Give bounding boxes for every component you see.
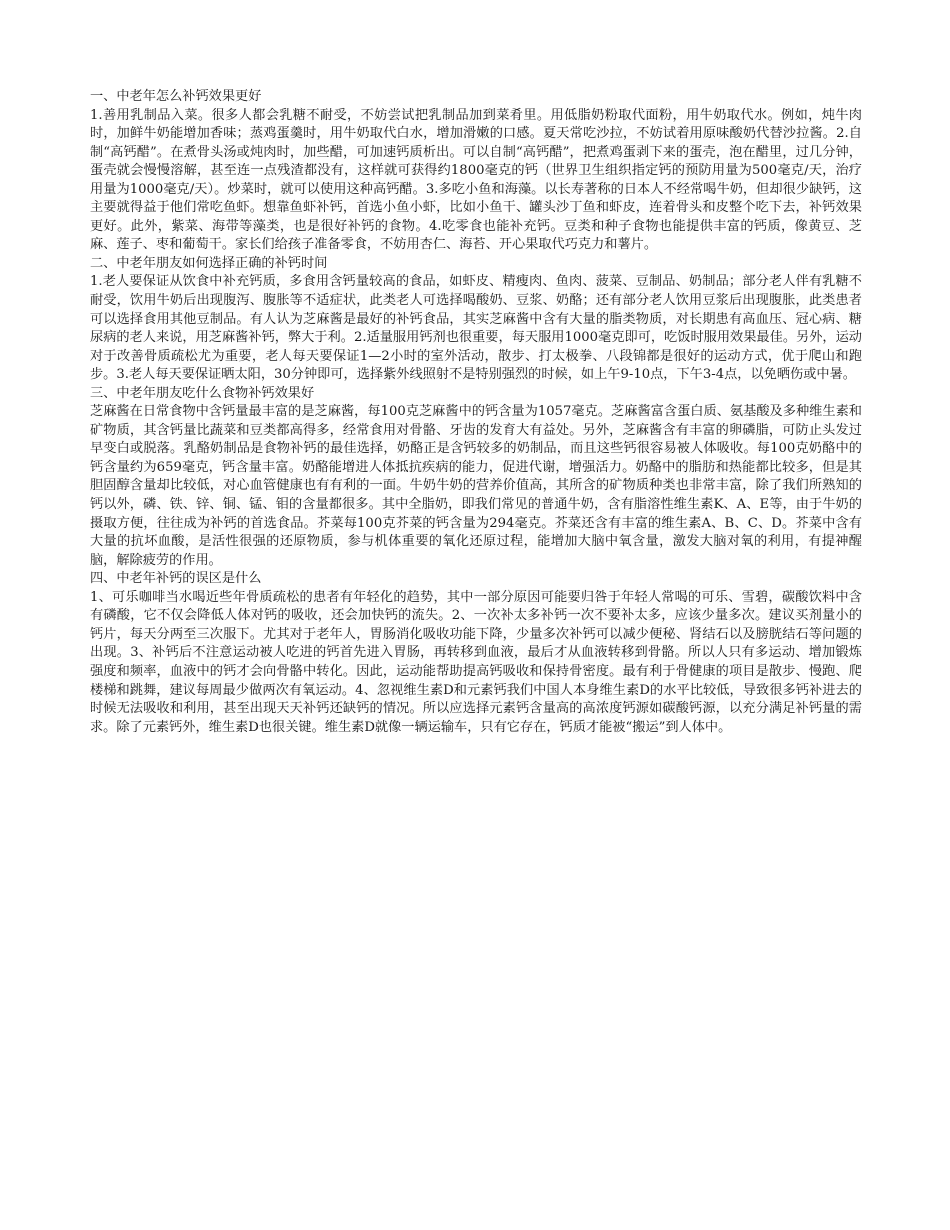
section-1-title: 一、中老年怎么补钙效果更好	[90, 89, 262, 104]
document-page	[90, 88, 862, 737]
section-4-body: 1、可乐咖啡当水喝近些年骨质疏松的患者有年轻化的趋势，其中一部分原因可能要归咎于年轻人常喝的可乐、雪碧，碳酸饮料中含有磷酸，它不仅会降低人体对钙的吸收，还会加快钙的流失。2、一次补太多补钙一次不要补太多，应该少量多次。建议买剂量小的钙片，每天分两至三次服下。尤其对于老年人，胃肠消化吸收功能下降，少量多次补钙可以减少便秘、肾结石以及膀胱结石等问题的出现。3、补钙后不注意运动被人吃进的钙首先进入胃肠，再转移到血液，最后才从血液转移到骨骼。所以人只有多运动、增加锻炼强度和频率，血液中的钙才会向骨骼中转化。因此，运动能帮助提高钙吸收和保持骨密度。最有利于骨健康的项目是散步、慢跑、爬楼梯和跳舞，建议每周最少做两次有氧运动。4、忽视维生素D和元素钙我们中国人本身维生素D的水平比较低，导致很多钙补进去的时候无法吸收和利用，甚至出现天天补钙还缺钙的情况。所以应选择元素钙含量高的高浓度钙源如碳酸钙源，以充分满足补钙量的需求。除了元素钙外，维生素D也很关键。维生素D就像一辆运输车，只有它存在，钙质才能被“搬运”到人体中。	[90, 589, 862, 735]
section-2-title: 二、中老年朋友如何选择正确的补钙时间	[90, 255, 328, 271]
section-3-body: 芝麻酱在日常食物中含钙量最丰富的是芝麻酱，每100克芝麻酱中的钙含量为1057毫克。芝麻酱富含蛋白质、氨基酸及多种维生素和矿物质，其含钙量比蔬菜和豆类都高得多，经常食用对骨骼、牙齿的发育大有益处。另外，芝麻酱含有丰富的卵磷脂，可防止头发过早变白或脱落。乳酪奶制品是食物补钙的最佳选择，奶酪正是含钙较多的奶制品，而且这些钙很容易被人体吸收。每100克奶酪中的钙含量约为659毫克，钙含量丰富。奶酪能增进人体抵抗疾病的能力，促进代谢，增强活力。奶酪中的脂肪和热能都比较多，但是其胆固醇含量却比较低，对心血管健康也有有利的一面。牛奶牛奶的营养价值高，其所含的矿物质种类也非常丰富，除了我们所熟知的钙以外，磷、铁、锌、铜、锰、钼的含量都很多。其中全脂奶，即我们常见的普通牛奶，含有脂溶性维生素K、A、E等，由于牛奶的摄取方便，往往成为补钙的首选食品。芥菜每100克芥菜的钙含量为294毫克。芥菜还含有丰富的维生素A、B、C、D。芥菜中含有大量的抗坏血酸，是活性很强的还原物质，参与机体重要的氧化还原过程，能增加大脑中氧含量，激发大脑对氧的利用，有提神醒脑，解除疲劳的作用。	[90, 404, 862, 568]
section-2-body: 1.老人要保证从饮食中补充钙质，多食用含钙量较高的食品，如虾皮、精瘦肉、鱼肉、菠菜、豆制品、奶制品；部分老人伴有乳糖不耐受，饮用牛奶后出现腹泻、腹胀等不适症状，此类老人可选择喝酸奶、豆浆、奶酪；还有部分老人饮用豆浆后出现腹胀，此类患者可以选择食用其他豆制品。有人认为芝麻酱是最好的补钙食品，其实芝麻酱中含有大量的脂类物质，对长期患有高血压、冠心病、糖尿病的老人来说，用芝麻酱补钙，弊大于利。2.适量服用钙剂也很重要，每天服用1000毫克即可，吃饭时服用效果最佳。另外，运动对于改善骨质疏松尤为重要，老人每天要保证1—2小时的室外活动，散步、打太极拳、八段锦都是很好的运动方式，优于爬山和跑步。3.老人每天要保证晒太阳，30分钟即可，选择紫外线照射不是特别强烈的时候，如上午9-10点，下午3-4点，以免晒伤或中暑。	[90, 274, 862, 383]
section-4-title: 四、中老年补钙的误区是什么	[90, 571, 262, 587]
section-1-body: 1.善用乳制品入菜。很多人都会乳糖不耐受，不妨尝试把乳制品加到菜肴里。用低脂奶粉取代面粉，用牛奶取代水。例如，炖牛肉时，加鲜牛奶能增加香味；蒸鸡蛋羹时，用牛奶取代白水，增加滑嫩的口感。夏天常吃沙拉，不妨试着用原味酸奶代替沙拉酱。2.自制“高钙醋”。在煮骨头汤或炖肉时，加些醋，可加速钙质析出。可以自制“高钙醋”，把煮鸡蛋剥下来的蛋壳，泡在醋里，过几分钟，蛋壳就会慢慢溶解，甚至连一点残渣都没有，这样就可获得约1800毫克的钙（世界卫生组织指定钙的预防用量为500毫克/天，治疗用量为1000毫克/天）。炒菜时，就可以使用这种高钙醋。3.多吃小鱼和海藻。以长寿著称的日本人不经常喝牛奶，但却很少缺钙，这主要就得益于他们常吃鱼虾。想靠鱼虾补钙，首选小鱼小虾，比如小鱼干、罐头沙丁鱼和虾皮，连着骨头和皮整个吃下去，补钙效果更好。此外，紫菜、海带等藻类，也是很好补钙的食物。4.吃零食也能补充钙。豆类和种子食物也能提供丰富的钙质，像黄豆、芝麻、莲子、枣和葡萄干。家长们给孩子准备零食，不妨用杏仁、海苔、开心果取代巧克力和薯片。	[90, 107, 862, 253]
section-3-title: 三、中老年朋友吃什么食物补钙效果好	[90, 385, 315, 401]
